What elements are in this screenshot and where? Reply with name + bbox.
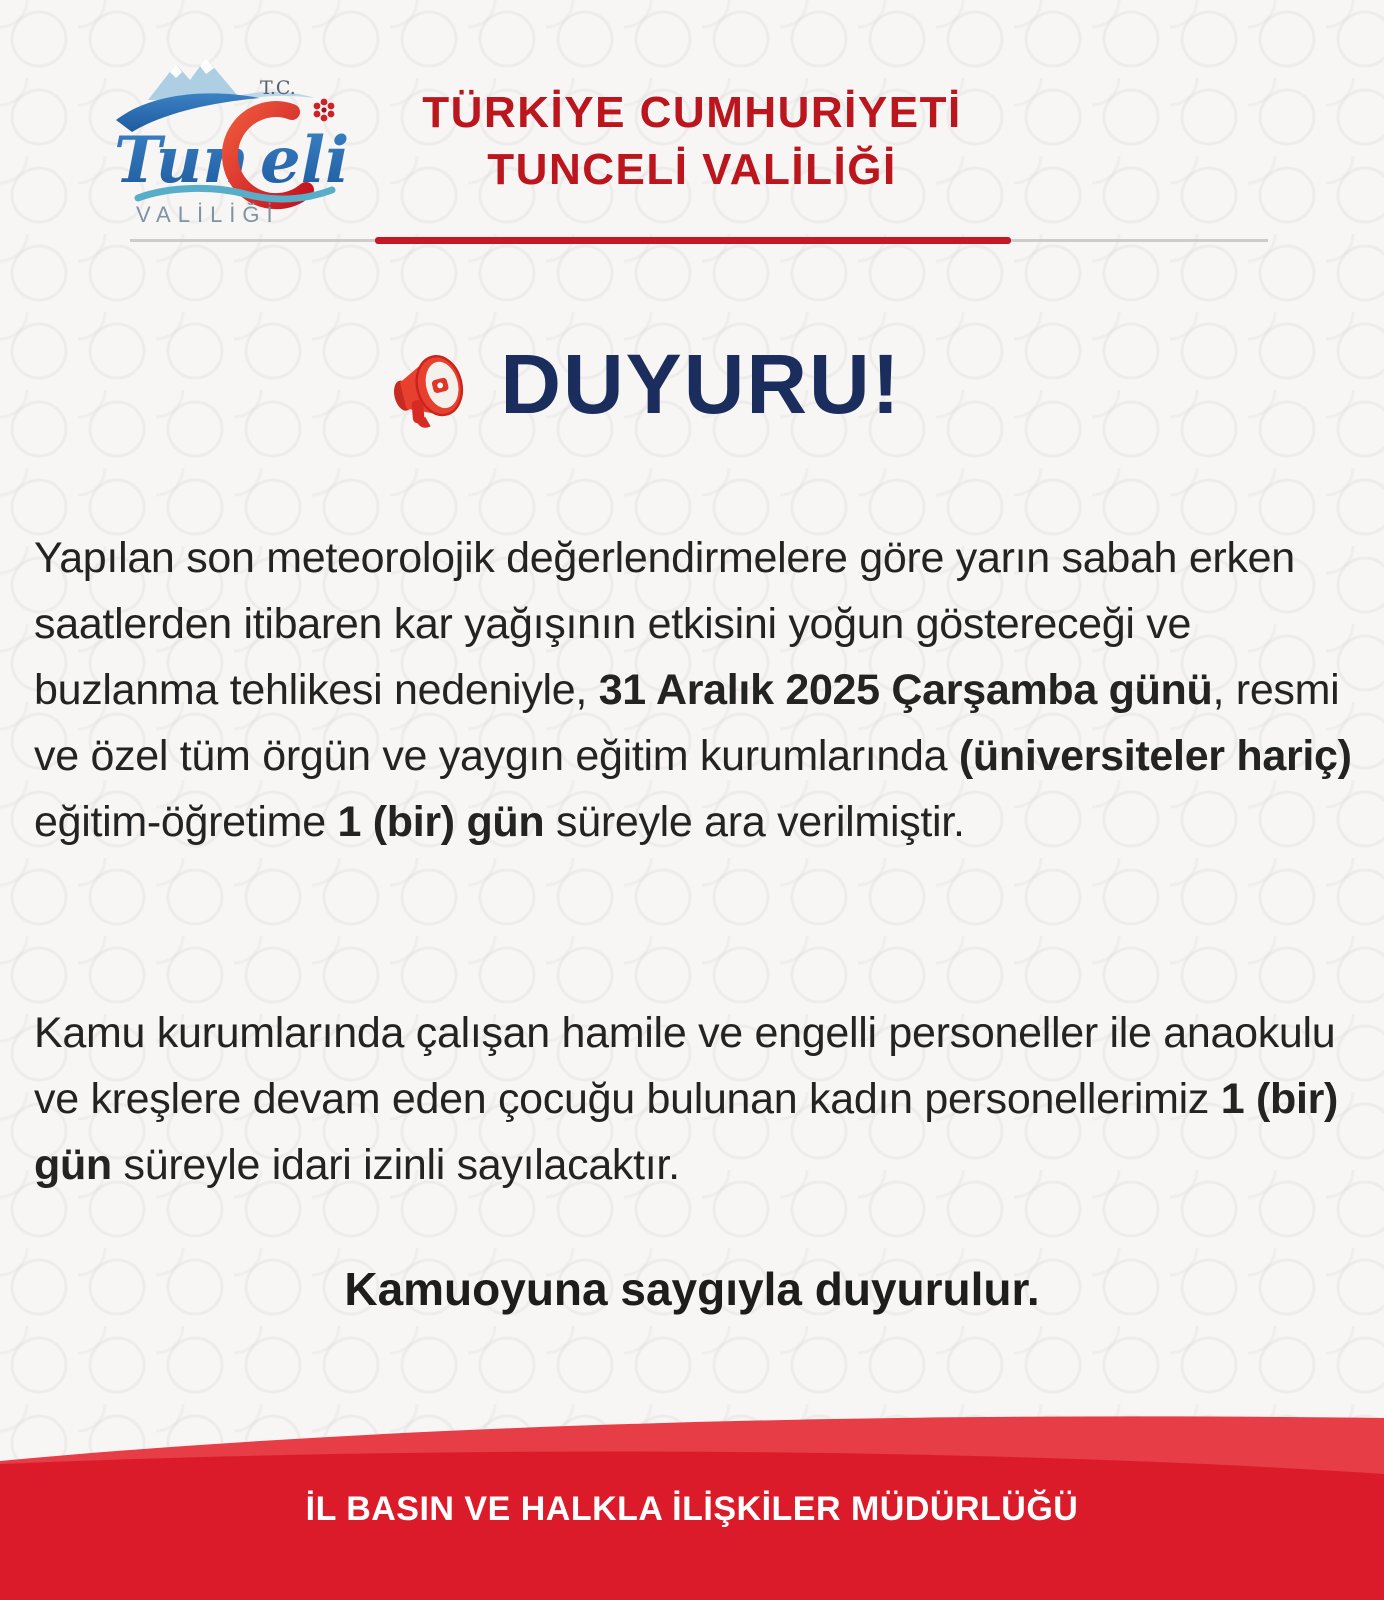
footer-band [0,1408,1384,1600]
paragraph-school-closure: Yapılan son meteorolojik değerlendirmelere göre yarın sabah erken saatlerden itibaren kar yağışının etkisini yoğun göstereceği ve buzlanma tehlikesi nedeniyle, 31 Aralık 2025 Çarşamba günü, resmi ve özel tüm örgün ve yaygın eğitim kurumlarında (üniversiteler hariç) eğitim-öğretime 1 (bir) gün süreyle ara verilmiştir. [34,534,1352,846]
announcement-title: DUYURU! [500,336,902,431]
closing-line: Kamuoyuna saygıyla duyurulur. [344,1263,1040,1315]
header-divider [0,236,1384,244]
logo-subtitle: VALİLİĞİ [136,202,280,227]
header-title-line1: TÜRKİYE CUMHURİYETİ [422,88,962,137]
megaphone-icon [378,332,474,436]
logo-tc-text: T.C. [260,77,296,99]
paragraph-admin-leave: Kamu kurumlarında çalışan hamile ve engelli personeller ile anaokulu ve kreşlere devam eden çocuğu bulunan kadın personellerimiz 1 (bir) gün süreyle idari izinli sayılacaktır. [34,1009,1339,1189]
header-title-block [0,84,1384,198]
logo-name-part1: Tun [114,123,249,198]
footer-department: İL BASIN VE HALKLA İLİŞKİLER MÜDÜRLÜĞÜ [305,1490,1079,1528]
divider-red-line [375,237,1011,244]
logo-name-part2: eli [260,123,350,198]
announcement-title-row [0,332,1332,436]
header-title-line2: TUNCELİ VALİLİĞİ [487,145,897,194]
